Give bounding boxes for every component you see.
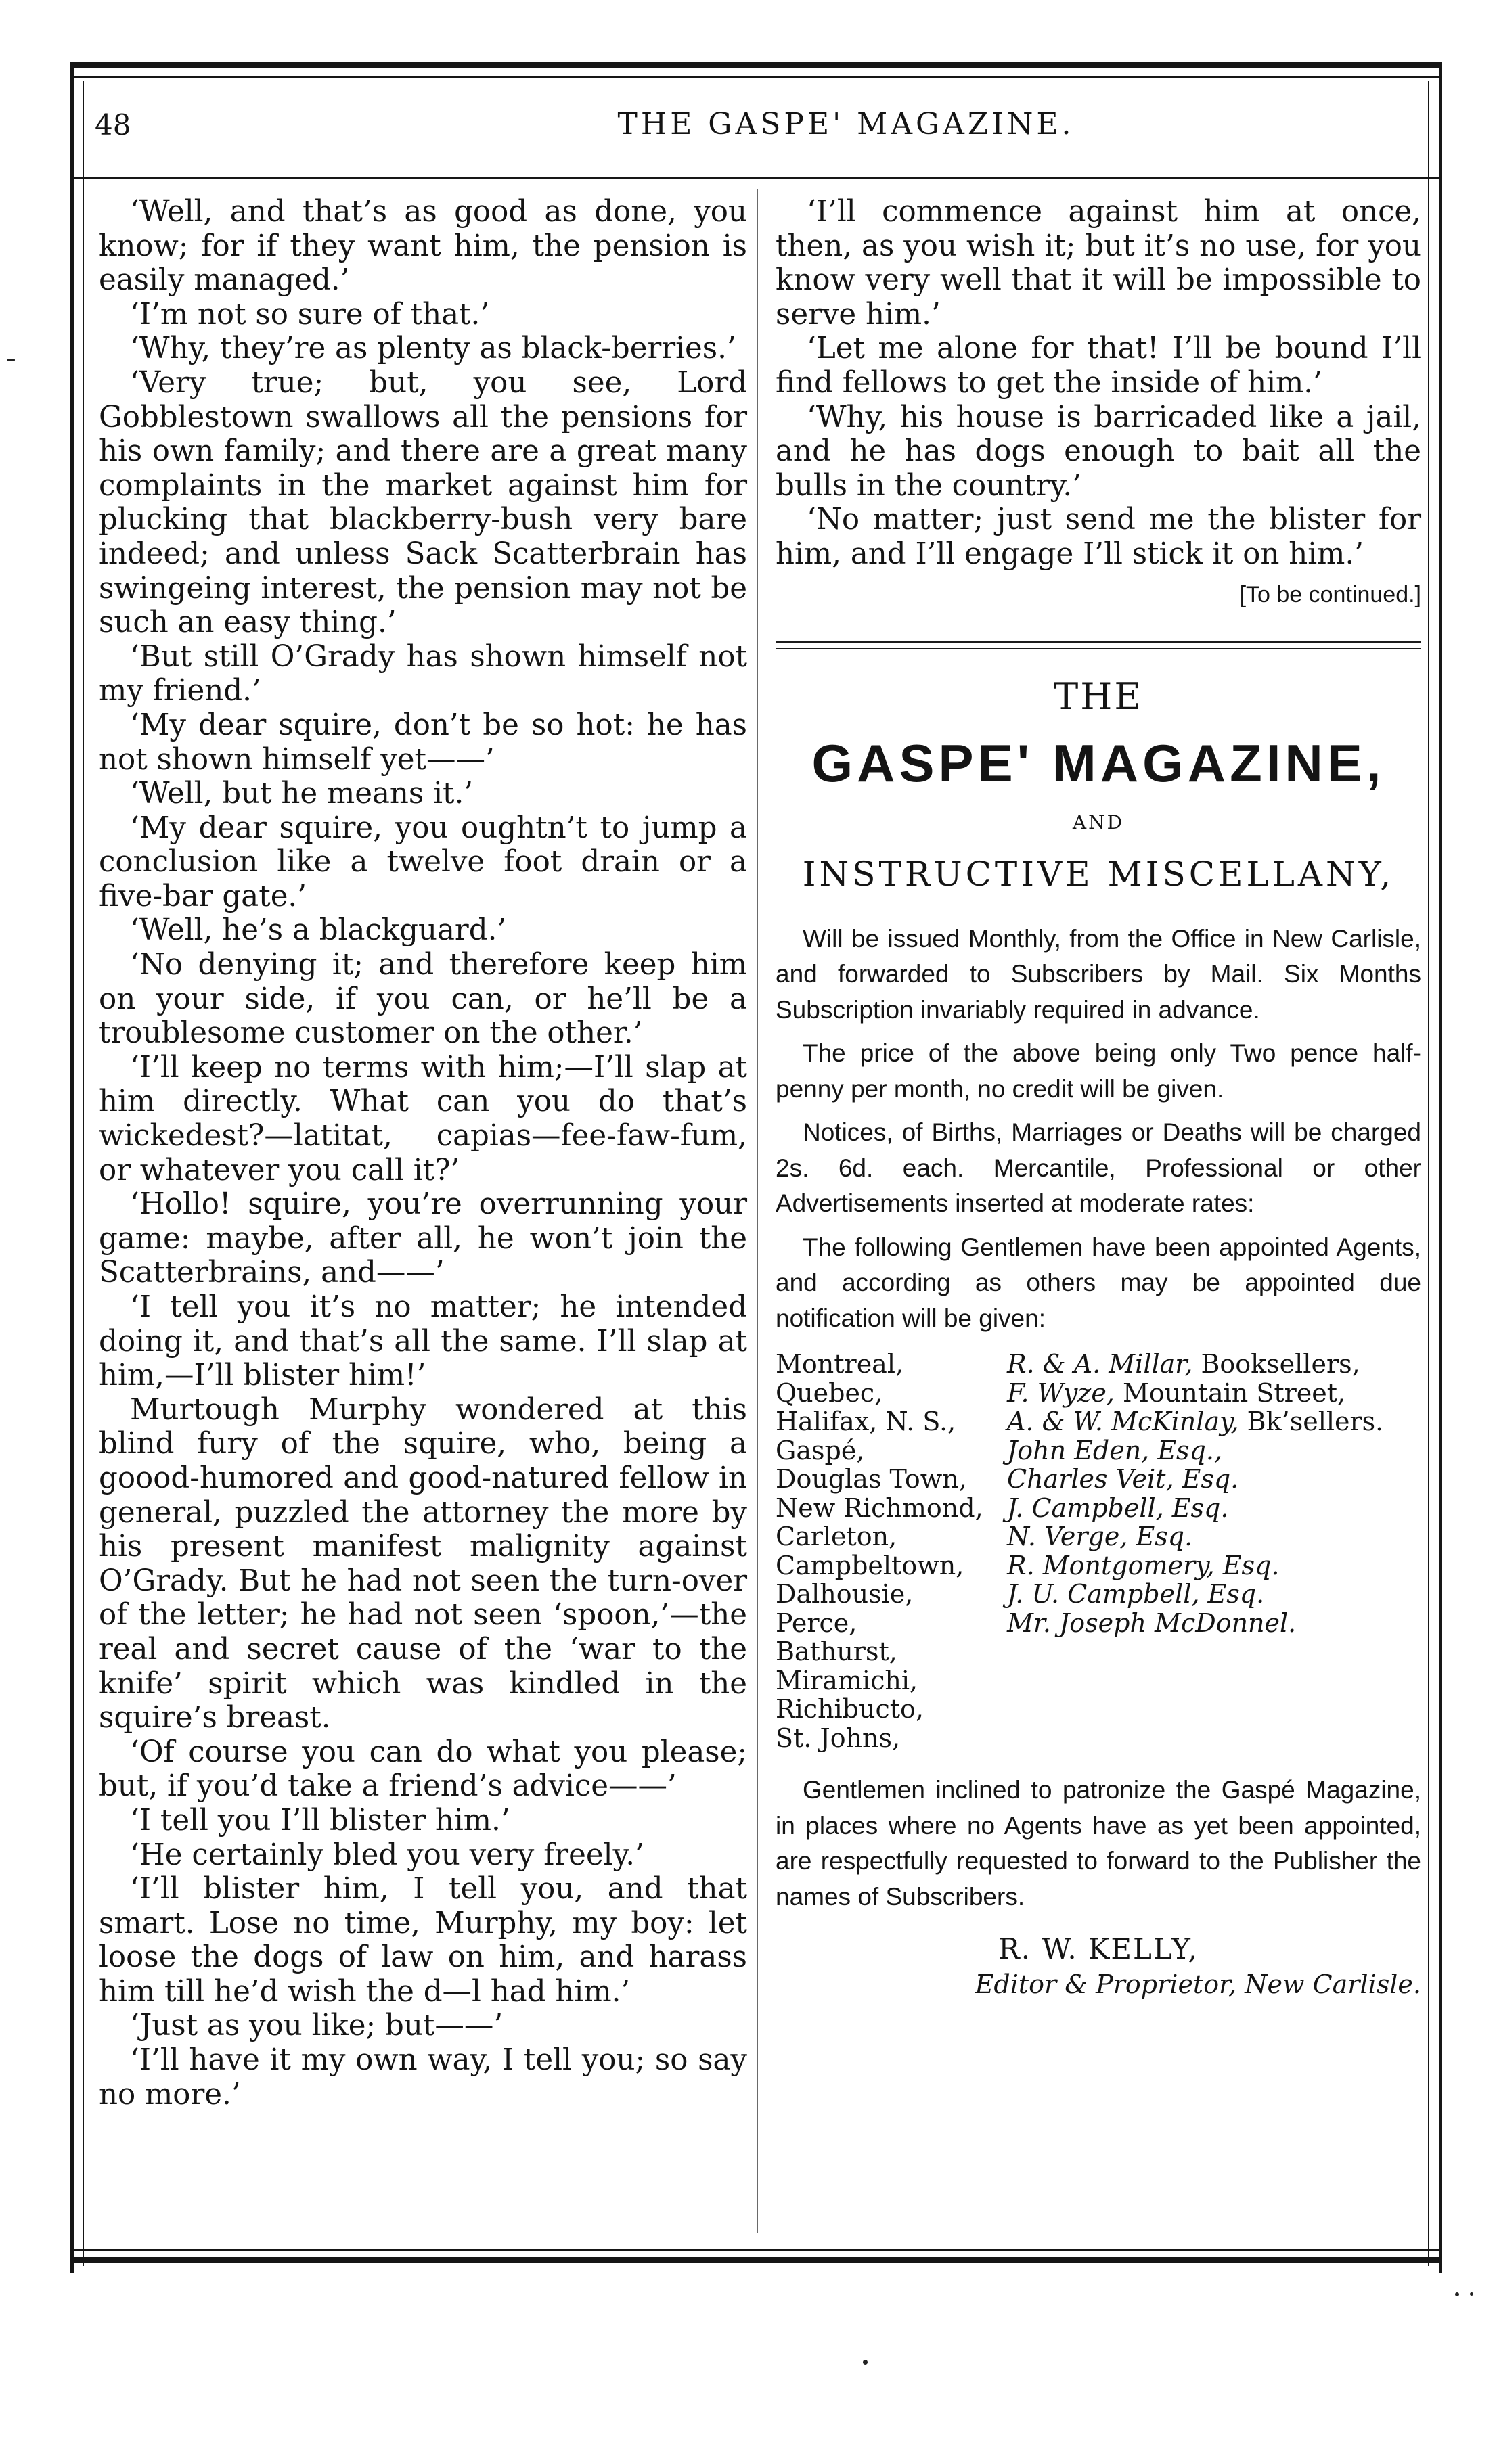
agent-row: [776, 1609, 1421, 1638]
agent-name-cell: [1007, 1436, 1421, 1465]
agent-town: Halifax, N. S.,: [776, 1407, 956, 1437]
ink-speck: [7, 359, 15, 361]
agent-row: [776, 1350, 1421, 1379]
story-paragraph: ‘Very true; but, you see, Lord Gobblestown swallows all the pensions for his own family; and there are a great many complaints in the market against him for plucking that blackberry-bush very bare indeed; and unless Sack Scatterbrain has swingeing interest, the pension may not be such an easy thing.’: [99, 365, 747, 640]
advertisement-separator: [776, 641, 1421, 649]
ad-body: [776, 921, 1421, 1337]
signature-name: R. W. KELLY,: [998, 1932, 1199, 1966]
story-paragraph: ‘I tell you I’ll blister him.’: [130, 1803, 510, 1838]
agent-name-cell: [1007, 1724, 1421, 1753]
story-paragraph: ‘But still O’Grady has shown himself not my friend.’: [99, 639, 747, 708]
header-rule: [73, 177, 1442, 179]
column-divider: [757, 189, 758, 2233]
agent-town: Miramichi,: [776, 1665, 918, 1695]
page-number: 48: [95, 108, 131, 141]
story-paragraph: ‘Why, his house is barricaded like a jail, and he has dogs enough to bait all the bulls in the country.’: [776, 400, 1421, 503]
story-paragraph: ‘Let me alone for that! I’ll be bound I’ll find fellows to get the inside of him.’: [776, 332, 1421, 400]
signature-role: Editor & Proprietor, New Carlisle.: [975, 1969, 1421, 2000]
story-paragraph: ‘I’ll blister him, I tell you, and that smart. Lose no time, Murphy, my boy: let loose the dogs of law on him, and harass him till he’d wish the d—l had him.’: [99, 1872, 747, 2009]
agent-row: [776, 1695, 1421, 1724]
agent-name-cell: [1007, 1666, 1421, 1695]
story-paragraph: ‘I’ll commence against him at once, then, as you wish it; but it’s no use, for you know very well that it will be impossible to serve him.’: [776, 195, 1421, 332]
agent-row: [776, 1379, 1421, 1408]
agent-town: Gaspé,: [776, 1435, 865, 1465]
agent-name-cell: [1007, 1522, 1421, 1551]
agent-row: [776, 1407, 1421, 1436]
left-border-thick: [70, 62, 74, 2273]
left-border-thin: [83, 81, 84, 2266]
ad-paragraph: Notices, of Births, Marriages or Deaths will be charged 2s. 6d. each. Mercantile, Professional or other Advertisements inserted at moderate rates:: [776, 1118, 1421, 1218]
ad-and: AND: [1072, 811, 1125, 834]
agent-town: St. Johns,: [776, 1722, 901, 1753]
agent-row: [776, 1522, 1421, 1551]
story-paragraph: ‘No matter; just send me the blister for him, and I’ll engage I’ll stick it on him.’: [776, 503, 1421, 571]
story-paragraph: ‘Well, but he means it.’: [130, 777, 474, 811]
agent-name-cell: [1007, 1609, 1421, 1638]
agent-town: Dalhousie,: [776, 1579, 914, 1610]
bottom-border-thin: [73, 2249, 1442, 2251]
agent-town: Quebec,: [776, 1377, 883, 1408]
right-column-story: [776, 195, 1421, 572]
agent-name-cell: [1007, 1580, 1421, 1609]
agent-name: N. Verge, Esq.: [1007, 1522, 1193, 1552]
agent-town: Carleton,: [776, 1522, 897, 1552]
ad-subtitle: INSTRUCTIVE MISCELLANY,: [802, 854, 1395, 894]
agent-town: Douglas Town,: [776, 1464, 967, 1495]
agent-name: R. & A. Millar,: [1007, 1349, 1193, 1379]
agent-town: Perce,: [776, 1607, 857, 1638]
agent-name-cell: [1007, 1379, 1421, 1408]
to-be-continued: [To be continued.]: [1239, 581, 1421, 608]
story-paragraph: ‘Just as you like; but——’: [130, 2009, 504, 2043]
story-paragraph: ‘My dear squire, don’t be so hot: he has not shown himself yet——’: [99, 708, 747, 777]
right-border-thin: [1428, 81, 1429, 2266]
agent-name: F. Wyze,: [1007, 1377, 1115, 1408]
top-border-thin: [73, 76, 1442, 78]
agent-name-cell: [1007, 1407, 1421, 1436]
agent-name: Mr. Joseph McDonnel.: [1007, 1607, 1297, 1638]
agent-town: Campbeltown,: [776, 1550, 964, 1580]
running-title: THE GASPE' MAGAZINE.: [617, 107, 1075, 141]
story-paragraph: ‘My dear squire, you oughtn’t to jump a conclusion like a twelve foot drain or a five-bar gate.’: [99, 811, 747, 913]
agent-name: A. & W. McKinlay,: [1007, 1407, 1239, 1437]
agent-note: Booksellers,: [1192, 1349, 1360, 1379]
agent-name-cell: [1007, 1350, 1421, 1379]
story-paragraph: ‘He certainly bled you very freely.’: [130, 1838, 644, 1872]
agent-row: [776, 1494, 1421, 1523]
agent-town: Bathurst,: [776, 1637, 897, 1667]
agent-town: New Richmond,: [776, 1492, 983, 1523]
ink-speck: [863, 2360, 868, 2365]
agent-name: J. U. Campbell, Esq.: [1007, 1579, 1265, 1610]
story-paragraph: ‘Of course you can do what you please; but, if you’d take a friend’s advice——’: [99, 1735, 747, 1804]
agent-name: John Eden, Esq.,: [1007, 1435, 1223, 1465]
ink-speck: [1470, 2292, 1473, 2296]
agent-row: [776, 1724, 1421, 1753]
ad-paragraph: Will be issued Monthly, from the Office in New Carlisle, and forwarded to Subscribers by Mail. Six Months Subscription invariably required in advance.: [776, 924, 1421, 1024]
story-paragraph: Murtough Murphy wondered at this blind fury of the squire, who, being a goood-humored and good-natured fellow in general, puzzled the attorney the more by his present manifest malignity against O’Grady. But he had not seen the turn-over of the letter; he had not seen ‘spoon,’—the real and secret cause of the ‘war to the knife’ spirit which was kindled in the squire’s breast.: [99, 1392, 747, 1735]
bottom-border-thick: [73, 2257, 1442, 2263]
left-column-story: [99, 195, 747, 2112]
story-paragraph: ‘I’ll have it my own way, I tell you; so say no more.’: [99, 2043, 747, 2112]
agent-row: [776, 1637, 1421, 1666]
ad-patron-notice: [776, 1773, 1421, 1915]
agent-name-cell: [1007, 1637, 1421, 1666]
agent-row: [776, 1465, 1421, 1494]
ad-paragraph: The price of the above being only Two pence half-penny per month, no credit will be given.: [776, 1039, 1421, 1103]
agent-row: [776, 1580, 1421, 1609]
agent-name: R. Montgomery, Esq.: [1007, 1550, 1280, 1580]
patron-text: Gentlemen inclined to patronize the Gaspé Magazine, in places where no Agents have as yet been appointed, are respectfully requested to forward to the Publisher the names of Subscribers.: [776, 1776, 1421, 1911]
ink-speck: [1455, 2292, 1459, 2296]
agent-name: J. Campbell, Esq.: [1007, 1492, 1229, 1523]
story-paragraph: ‘I tell you it’s no matter; he intended doing it, and that’s all the same. I’ll slap at him,—I’ll blister him!’: [99, 1290, 747, 1393]
agent-name-cell: [1007, 1494, 1421, 1523]
ad-title: GASPE' MAGAZINE,: [811, 733, 1385, 793]
agents-list: [776, 1350, 1421, 1752]
agent-name-cell: [1007, 1695, 1421, 1724]
story-paragraph: ‘I’m not so sure of that.’: [130, 297, 490, 332]
agent-note: Mountain Street,: [1114, 1377, 1346, 1408]
agent-row: [776, 1436, 1421, 1465]
agent-name: Charles Veit, Esq.: [1007, 1464, 1239, 1495]
agent-row: [776, 1666, 1421, 1695]
ad-the: THE: [1054, 675, 1143, 718]
agent-name-cell: [1007, 1465, 1421, 1494]
agent-note: Bk’sellers.: [1238, 1407, 1384, 1437]
agent-name-cell: [1007, 1551, 1421, 1580]
story-paragraph: ‘Well, and that’s as good as done, you know; for if they want him, the pension is easily managed.’: [99, 195, 747, 298]
agent-town: Richibucto,: [776, 1694, 924, 1725]
agent-row: [776, 1551, 1421, 1580]
right-column: [776, 195, 1421, 2001]
ad-paragraph: The following Gentlemen have been appointed Agents, and according as others may be appointed due notification will be given:: [776, 1233, 1421, 1332]
story-paragraph: ‘Hollo! squire, you’re overrunning your game: maybe, after all, he won’t join the Scatterbrains, and——’: [99, 1187, 747, 1290]
story-paragraph: ‘Well, he’s a blackguard.’: [130, 913, 507, 948]
right-border-thick: [1439, 62, 1442, 2273]
story-paragraph: ‘No denying it; and therefore keep him on your side, if you can, or he’ll be a troublesome customer on the other.’: [99, 948, 747, 1051]
top-border-thick: [73, 62, 1442, 68]
story-paragraph: ‘Why, they’re as plenty as black-berries.’: [130, 332, 736, 366]
agent-town: Montreal,: [776, 1349, 904, 1379]
story-paragraph: ‘I’ll keep no terms with him;—I’ll slap at him directly. What can you do that’s wickedest?—latitat, capias—fee-faw-fum, or whatever you call it?’: [99, 1050, 747, 1187]
